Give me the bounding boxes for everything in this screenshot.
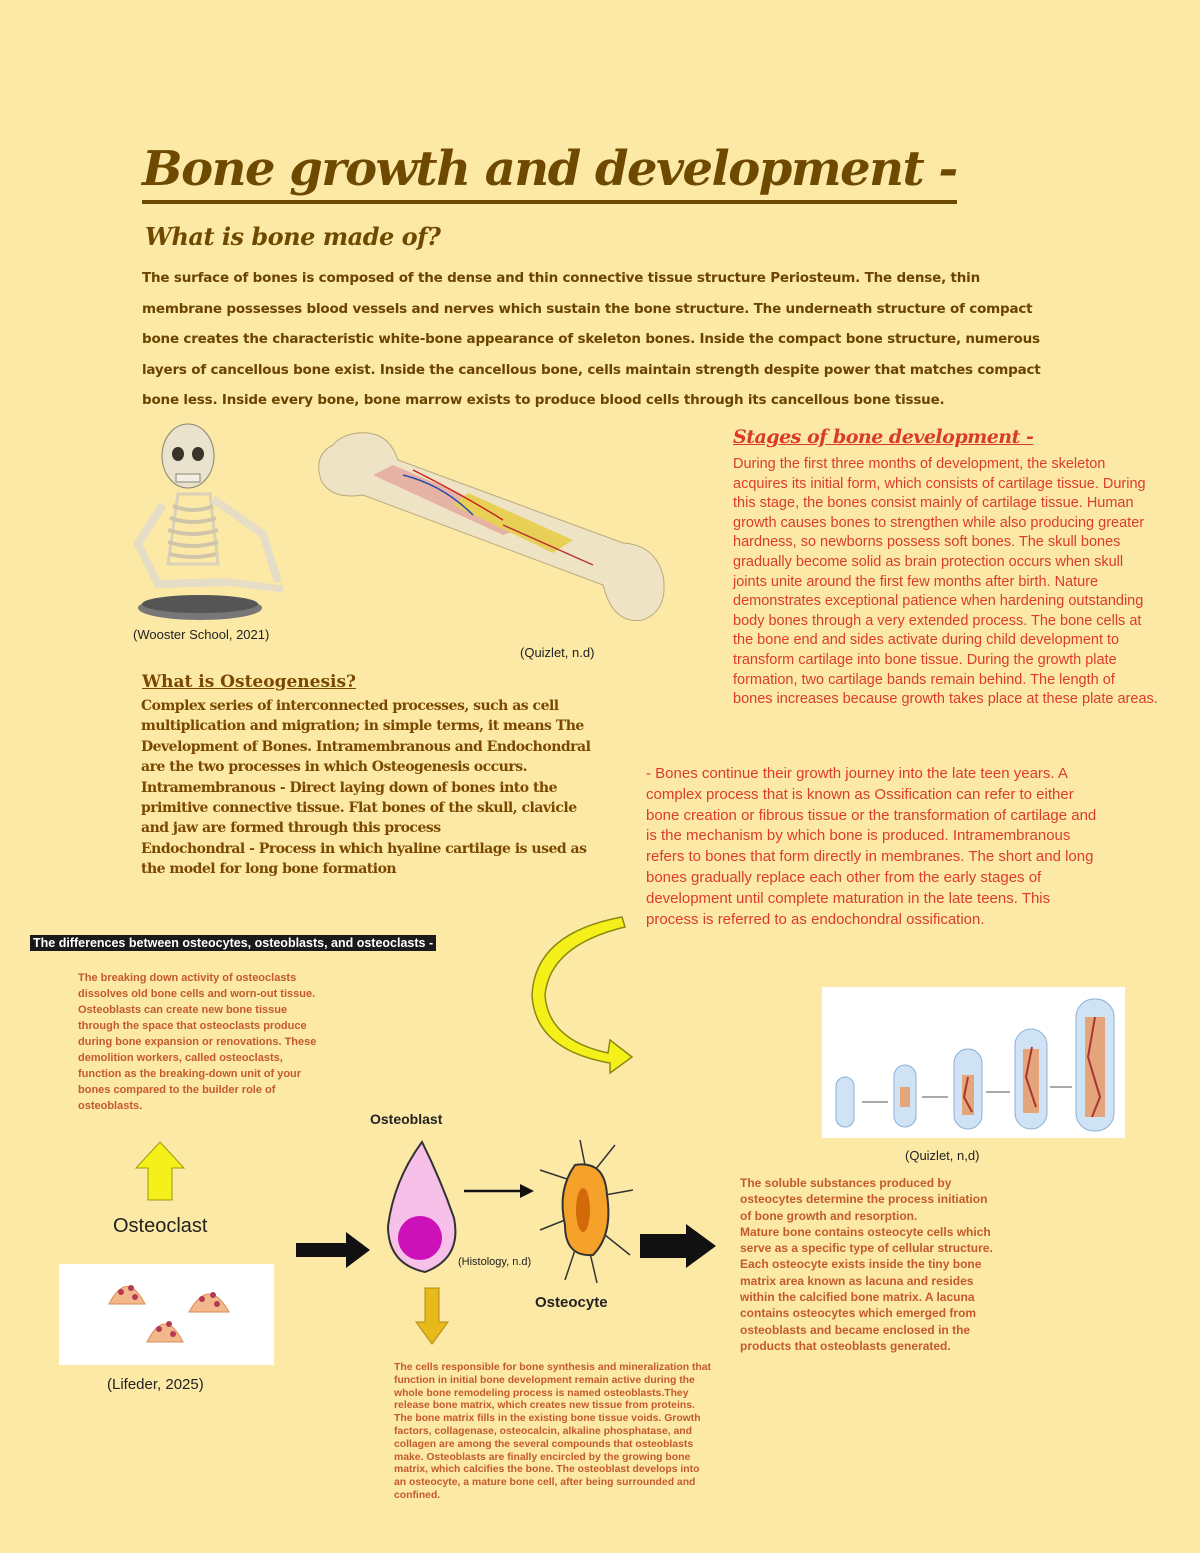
- ossification-paragraph: - Bones continue their growth journey into the late teen years. A complex process that is known as Ossification can refer to either bone creation or fibrous tissue or the transformation of cartilage and is the mechanism by which bone is produced. Intramembranous refers to bones that form directly in membranes. The short and long bones gradually replace each other from the early stages of development until complete maturation in the late teens. This process is referred to as endochondral ossification.: [646, 765, 1097, 928]
- osteoblast-label: Osteoblast: [370, 1111, 443, 1127]
- skeleton-image: [118, 414, 293, 620]
- osteoblast-cell-image: [380, 1138, 465, 1278]
- page-title: Bone growth and development -: [142, 138, 957, 204]
- right-arrow-icon-large: [640, 1222, 718, 1270]
- osteocyte-cell-image: [535, 1135, 635, 1285]
- osteoclast-image: [59, 1264, 274, 1365]
- skeleton-caption: (Wooster School, 2021): [133, 627, 270, 642]
- osteogenesis-heading: What is Osteogenesis?: [142, 672, 357, 692]
- stages-image-caption: (Quizlet, n,d): [905, 1148, 980, 1163]
- differences-banner: The differences between osteocytes, osteoblasts, and osteoclasts -: [30, 935, 436, 951]
- histology-caption: (Histology, n.d): [458, 1256, 532, 1268]
- osteoblast-paragraph: The cells responsible for bone synthesis and mineralization that function in initial bone development remain active during the whole bone remodeling process is named osteoblasts.They release bone matrix, which creates new tissue from proteins. The bone matrix fills in the existing bone tissue voids. Growth factors, collagenase, osteocalcin, alkaline phosphatase, and collagen are among the several compounds that osteoblasts make. Osteoblasts are finally encircled by the growing bone matrix, which calcifies the bone. The osteoblast develops into an osteocyte, a mature bone cell, after being surrounded and confined.: [394, 1362, 711, 1501]
- curved-arrow-icon: [530, 915, 640, 1075]
- long-bone-image: [303, 425, 671, 630]
- down-arrow-icon: [414, 1286, 450, 1346]
- osteocyte-paragraph: The soluble substances produced by osteocytes determine the process initiation of bone growth and resorption. Mature bone contains osteocyte cells which serve as a specific type of cellular structure. Each osteocyte exists inside the tiny bone matrix area known as lacuna and resides within the calcified bone matrix. A lacuna contains osteocytes which emerged from osteoblasts and became enclosed in the products that osteoblasts generated.: [740, 1176, 993, 1353]
- stages-paragraph: During the first three months of development, the skeleton acquires its initial form, which consists of cartilage tissue. During this stage, the bones consist mainly of cartilage tissue. Human growth causes bones to strengthen while also producing greater hardness, so newborns possess soft bones. The skull bones gradually become solid as brain protection occurs when skull joints unite around the first few months after birth. Nature demonstrates exceptional patience when hardening outstanding body bones through a very extended process. The bone cells at the bone end and sides activate during child development to transform cartilage into bone tissue. During the growth plate formation, two cartilage bands remain behind. The length of bones increases because growth takes place at these plate areas.: [733, 456, 1158, 708]
- up-arrow-icon: [134, 1140, 186, 1202]
- lifeder-caption: (Lifeder, 2025): [107, 1376, 204, 1393]
- osteoclast-paragraph: The breaking down activity of osteoclasts dissolves old bone cells and worn-out tissue. Osteoblasts can create new bone tissue through the space that osteoclasts produce during bone expansion or renovations. These demolition workers, called osteoclasts, function as the breaking-down unit of your bones compared to the builder role of osteoblasts.: [78, 972, 317, 1112]
- thin-arrow-icon: [464, 1181, 536, 1201]
- right-arrow-icon: [296, 1230, 372, 1270]
- section-heading-bone-composition: What is bone made of?: [145, 222, 441, 251]
- osteoclast-label: Osteoclast: [113, 1215, 208, 1237]
- stages-heading: Stages of bone development -: [733, 426, 1034, 448]
- osteogenesis-paragraph: Complex series of interconnected processes, such as cell multiplication and migration; in simple terms, it means The Development of Bones. Intramembranous and Endochondral are the two processes in which Osteogenesis occurs. Intramembranous - Direct laying down of bones into the primitive connective tissue. Flat bones of the skull, clavicle and jaw are formed through this process Endochondral - Process in which hyaline cartilage is used as the model for long bone formation: [141, 698, 591, 878]
- intro-paragraph: The surface of bones is composed of the dense and thin connective tissue structure Periosteum. The dense, thin membrane possesses blood vessels and nerves which sustain the bone structure. The underneath structure of compact bone creates the characteristic white-bone appearance of skeleton bones. Inside the compact bone structure, numerous layers of cancellous bone exist. Inside the cancellous bone, cells maintain strength despite power that matches compact bone less. Inside every bone, bone marrow exists to produce blood cells through its cancellous bone tissue.: [142, 270, 1041, 408]
- bone-caption: (Quizlet, n.d): [520, 645, 595, 660]
- bone-stages-image: [822, 987, 1125, 1138]
- osteocyte-label: Osteocyte: [535, 1294, 608, 1311]
